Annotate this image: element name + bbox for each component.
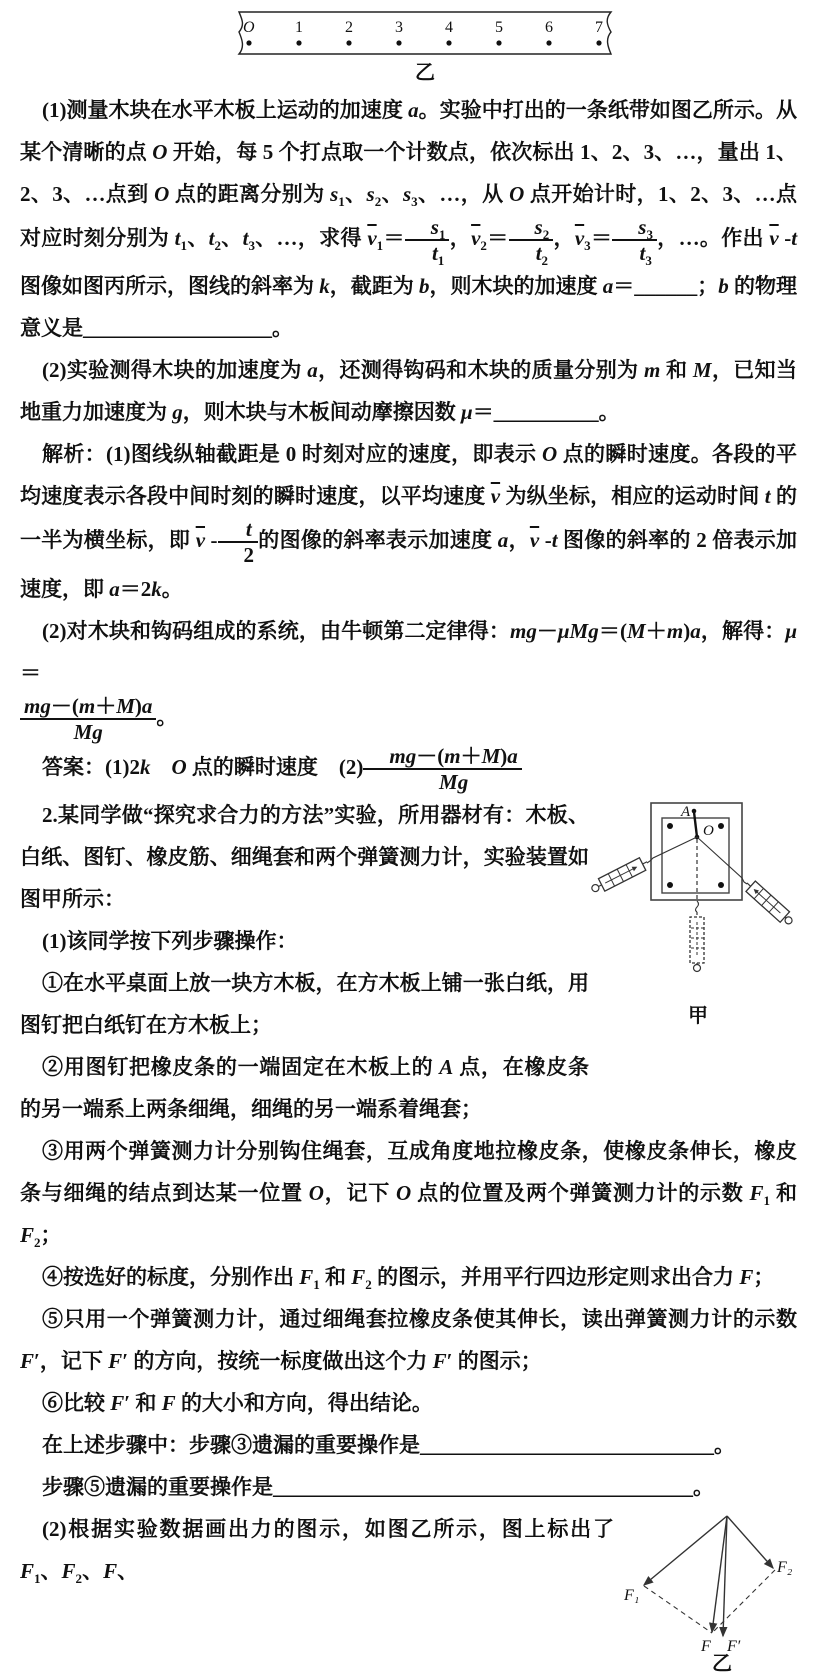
force-diagram: [622, 1508, 797, 1676]
figure-jia-caption: 甲: [688, 1005, 708, 1028]
point-a-label: A: [681, 804, 691, 821]
q2-blank2-text: 步骤⑤遗漏的重要操作是________________________________________。: [42, 1475, 714, 1500]
q1-answer-text: 答案：(1)2k O 点的瞬时速度 (2) $\frac{mg-(m+M)a}{Mg}$: [20, 744, 797, 794]
q1-part1-text: (1)测量木块在水平木板上运动的加速度 a。实验中打出的一条纸带如图乙所示。从某个清晰的点 O 开始，每 5 个打点取一个计数点，依次标出 1、2、3、…，量出 1、2、3、…点到 O 点的距离分别为 $s_1$、$s_2$、$s_3$、…，从 O 点开始计时，1、2、3、…点对应时刻分别为 $t_1$、$t_2$、$t_3$、…，求得 $\overline{v}_1=$ $\frac{s_1}{t_1}$ ，$\overline{v}_2=$ $\frac{s_2}{t_2}$ ，$\overline{v}_3=$ $\frac{s_3}{t_3}$ ，…。作出 $\overline{v}$ -t 图像如图丙所示，图线的斜率为 k，截距为 b，则木块的加速度 a＝______；b 的物理意义是__________________。: [20, 98, 798, 341]
tape-point-dot: [496, 40, 501, 45]
point-o-label: O: [703, 823, 714, 840]
tape-point-dot: [246, 40, 251, 45]
tape-point-label: O: [243, 19, 255, 36]
q2-step-3: ③用两个弹簧测力计分别钩住绳套，互成角度地拉橡皮条，使橡皮条伸长，橡皮条与细绳的结点到达某一位置 O，记下 O 点的位置及两个弹簧测力计的示数 $F_1$ 和 $F_2$；: [20, 1139, 798, 1251]
q2-step-5: ⑤只用一个弹簧测力计，通过细绳套拉橡皮条使其伸长，读出弹簧测力计的示数 F′，记下 F′ 的方向，按统一标度做出这个力 F′ 的图示；: [20, 1307, 797, 1374]
pin-icon: [667, 882, 673, 888]
tape-point-label: 4: [445, 19, 453, 36]
f2-label: F₂: [777, 1559, 793, 1577]
string-right: [697, 837, 747, 884]
figure-tape: [220, 10, 630, 85]
q2-step-4: ④按选好的标度，分别作出 $F_1$ 和 $F_2$ 的图示，并用平行四边形定则求出合力 F；: [42, 1265, 775, 1293]
q2-blank1-text: 在上述步骤中：步骤③遗漏的重要操作是____________________________。: [42, 1433, 735, 1458]
rubber-band: [694, 812, 697, 837]
parallelogram-dashed-left: [644, 1586, 712, 1633]
q1-analysis-1-text: 解析：(1)图线纵轴截距是 0 时刻对应的速度，即表示 O 点的瞬时速度。各段的平均速度表示各段中间时刻的瞬时速度，以平均速度 $\overline{v}$ 为纵坐标，相应的运动时间 t 的一半为横坐标，即 $\overline{v}$ - $\frac{t}{2}$ 的图像的斜率表示加速度 a，$\overline{v}$ -t 图像的斜率的 2 倍表示加速度，即 a＝2k。: [20, 442, 798, 601]
q1-analysis-2-formula: $\frac{mg-(m+M)a}{Mg}$ 。: [20, 694, 797, 744]
q1-part2-text: (2)实验测得木块的加速度为 a，还测得钩码和木块的质量分别为 m 和 M，已知当地重力加速度为 g，则木块与木板间动摩擦因数 μ＝__________。: [20, 358, 798, 425]
paper-tape-diagram: [225, 10, 625, 56]
f1-label: F₁: [624, 1587, 640, 1605]
tape-point-label: 2: [345, 19, 353, 36]
question-2: [20, 794, 798, 1676]
spring-scale-right: [742, 878, 796, 928]
spring-scale-bottom: [690, 912, 704, 972]
tape-point-dot: [446, 40, 451, 45]
string-bottom: [696, 901, 699, 912]
tape-point-dot: [596, 40, 601, 45]
figure-jia: [597, 798, 797, 1050]
figure-tape-caption: 乙: [415, 62, 435, 84]
q2-intro-text: 2.某同学做“探究求合力的方法”实验，所用器材有：木板、白纸、图钉、橡皮筋、细绳套和两个弹簧测力计，实验装置如图甲所示：: [20, 803, 589, 912]
pin-icon: [718, 882, 724, 888]
pin-icon: [667, 823, 673, 829]
f-label: F: [701, 1638, 711, 1656]
parallelogram-dashed-right: [712, 1570, 775, 1633]
f1-arrow: [644, 1516, 727, 1585]
q1-analysis-2-text: (2)对木块和钩码组成的系统，由牛顿第二定律得：mg－μMg＝(M＋m)a，解得：μ＝: [20, 618, 797, 685]
apparatus-diagram: [597, 798, 797, 1026]
tape-point-dot: [396, 40, 401, 45]
pin-icon: [718, 823, 724, 829]
q2-step-1: ①在水平桌面上放一块方木板，在方木板上铺一张白纸，用图钉把白纸钉在方木板上；: [20, 971, 589, 1038]
spring-scale-left: [589, 856, 650, 896]
tape-point-dot: [546, 40, 551, 45]
tape-point-label: 5: [495, 19, 503, 36]
figure-yi: [622, 1508, 797, 1678]
f2-arrow: [727, 1516, 773, 1568]
string-left: [647, 837, 697, 863]
figure-yi-caption: 乙: [712, 1653, 732, 1676]
q2-step-2: ②用图钉把橡皮条的一端固定在木板上的 A 点，在橡皮条的另一端系上两条细绳，细绳的另一端系着绳套；: [20, 1055, 589, 1122]
f-prime-label: F′: [727, 1638, 741, 1656]
q2-sub1-text: (1)该同学按下列步骤操作：: [42, 929, 298, 954]
tape-point-label: 3: [395, 19, 403, 36]
tape-point-label: 7: [595, 19, 603, 36]
tape-point-label: 6: [545, 19, 553, 36]
q2-part2-text: (2)根据实验数据画出力的图示，如图乙所示，图上标出了 $F_1$、$F_2$、F、: [20, 1517, 614, 1587]
tape-point-dot: [296, 40, 301, 45]
q2-step-6: ⑥比较 F′ 和 F 的大小和方向，得出结论。: [42, 1391, 433, 1416]
tape-point-label: 1: [295, 19, 303, 36]
tape-point-dot: [346, 40, 351, 45]
